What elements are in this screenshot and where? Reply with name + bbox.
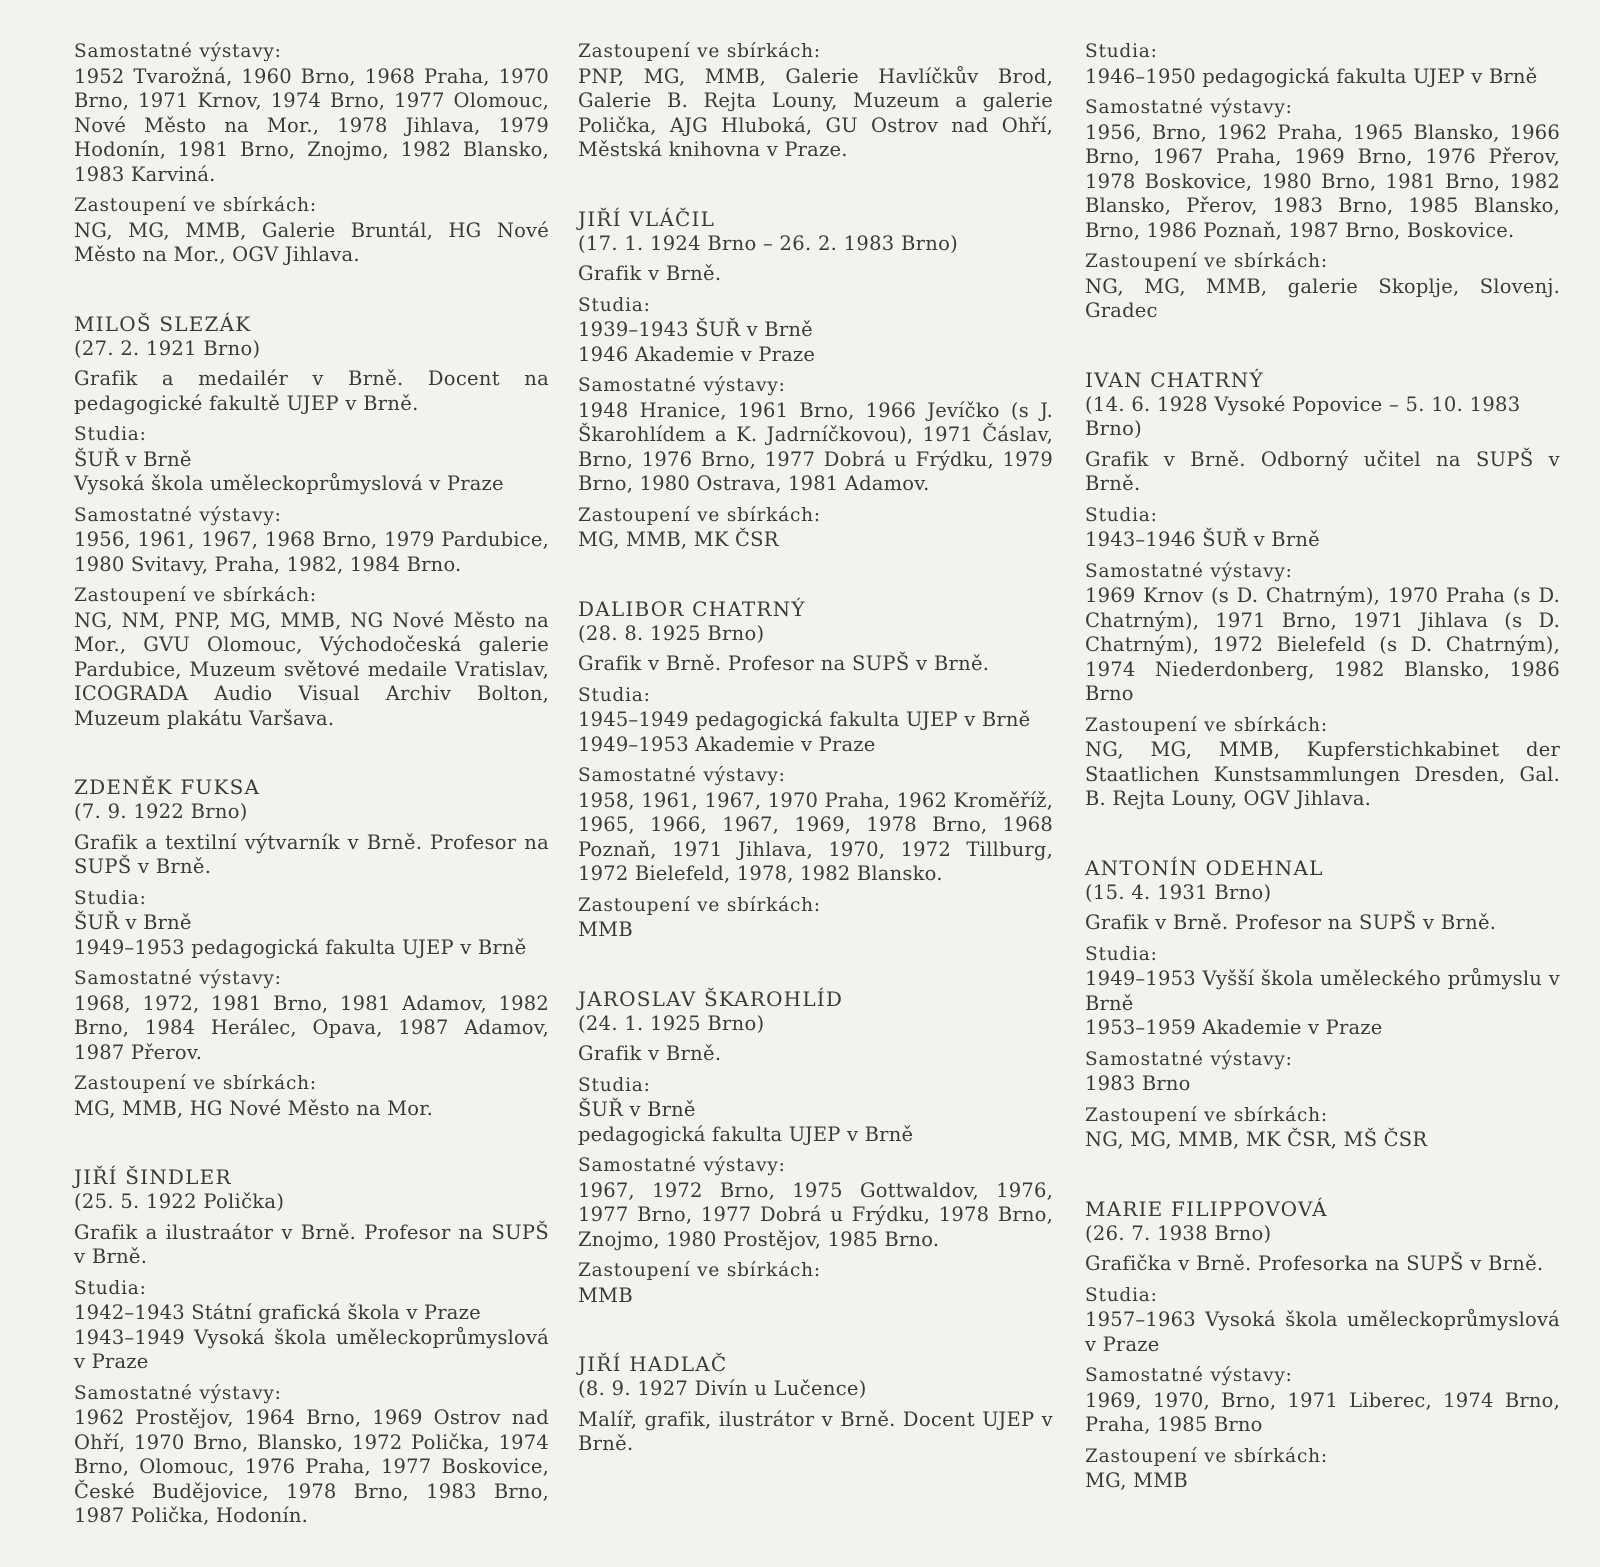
section-text: ŠUŘ v Brně 1949–1953 pedagogická fakulta UJEP v Brně [74, 911, 527, 959]
artist-name: JIŘÍ VLÁČIL [578, 206, 716, 231]
column-1 [74, 40, 549, 1536]
artist-life-dates: (27. 2. 1921 Brno) [74, 336, 261, 360]
artist-life-dates: (8. 9. 1927 Divín u Lučence) [578, 1377, 867, 1400]
section-label: Studia: [74, 887, 147, 909]
section-text: 1969 Krnov (s D. Chatrným), 1970 Praha (s D. Chatrným), 1971 Brno, 1971 Jihlava (s D. Chatrným), 1972 Bielefeld (s D. Chatrným), 1974 Niederdonberg, 1982 Blansko, 1986 Brno [1085, 584, 1560, 705]
artist-description: Grafik v Brně. Odborný učitel na SUPŠ v Brně. [1085, 447, 1560, 495]
artist-name: MILOŠ SLEZÁK [74, 311, 252, 336]
section-text: 1949–1953 Vyšší škola uměleckého průmyslu v Brně 1953–1959 Akademie v Praze [1085, 967, 1560, 1039]
artist-description: Grafik v Brně. Profesor na SUPŠ v Brně. [578, 652, 990, 675]
artist-description: Grafik v Brně. Profesor na SUPŠ v Brně. [1085, 911, 1497, 934]
section-text: MG, MMB [1085, 1469, 1188, 1492]
section-label: Studia: [1085, 504, 1158, 526]
artist-entry [74, 312, 549, 732]
section-label: Studia: [578, 684, 651, 706]
section-label: Studia: [1085, 41, 1158, 62]
artist-description: Grafik a textilní výtvarník v Brně. Profesor na SUPŠ v Brně. [74, 830, 549, 878]
artist-entry [1085, 856, 1560, 1153]
section-text: 1948 Hranice, 1961 Brno, 1966 Jevíčko (s J. Škarohlídem a K. Jadrníčkovou), 1971 Čáslav, Brno, 1976 Brno, 1977 Dobrá u Frýdku, 1979 Brno, 1980 Ostrava, 1981 Adamov. [578, 398, 1053, 495]
section-text: MMB [578, 1283, 633, 1307]
section-label: Zastoupení ve sbírkách: [578, 41, 821, 62]
continued-entry [74, 40, 549, 268]
section-label: Samostatné výstavy: [74, 504, 282, 526]
section-text: 1946–1950 pedagogická fakulta UJEP v Brně [1085, 64, 1538, 88]
artist-description: Grafička v Brně. Profesorka na SUPŠ v Brně. [1085, 1252, 1544, 1275]
section-label: Samostatné výstavy: [1085, 1048, 1293, 1070]
section-label: Samostatné výstavy: [578, 1155, 786, 1176]
section-text: 1968, 1972, 1981 Brno, 1981 Adamov, 1982 Brno, 1984 Herálec, Opava, 1987 Adamov, 1987 Přerov. [74, 991, 549, 1064]
section-text: PNP, MG, MMB, Galerie Havlíčkův Brod, Galerie B. Rejta Louny, Muzeum a galerie Polička, AJG Hluboká, GU Ostrov nad Ohří, Městská knihovna v Praze. [578, 64, 1053, 161]
section-label: Samostatné výstavy: [1085, 1365, 1293, 1386]
section-text: 1942–1943 Státní grafická škola v Praze 1943–1949 Vysoká škola uměleckoprůmyslová v Praze [74, 1301, 549, 1373]
artist-entry [74, 1165, 549, 1529]
section-label: Samostatné výstavy: [1085, 560, 1293, 582]
section-text: NG, NM, PNP, MG, MMB, NG Nové Město na Mor., GVU Olomouc, Východočeská galerie Pardubice, Muzeum světové medaile Vratislav, ICOGRADA Audio Visual Archiv Bolton, Muzeum plakátu Varšava. [74, 608, 549, 730]
section-text: ŠUŘ v Brně pedagogická fakulta UJEP v Brně [578, 1098, 914, 1146]
column-3 [1085, 40, 1560, 1501]
section-text: 1983 Brno [1085, 1072, 1191, 1095]
artist-entry [578, 597, 1053, 943]
artist-entry [1085, 368, 1560, 812]
section-label: Samostatné výstavy: [74, 41, 282, 62]
section-text: 1958, 1961, 1967, 1970 Praha, 1962 Kroměříž, 1965, 1966, 1967, 1969, 1978 Brno, 1968 Poznaň, 1971 Jihlava, 1970, 1972 Tillburg, 1972 Bielefeld, 1978, 1982 Blansko. [578, 788, 1053, 885]
section-label: Studia: [74, 424, 147, 445]
artist-life-dates: (25. 5. 1922 Polička) [74, 1190, 285, 1213]
section-text: NG, MG, MMB, MK ČSR, MŠ ČSR [1085, 1128, 1428, 1151]
section-label: Zastoupení ve sbírkách: [74, 195, 317, 216]
artist-life-dates: (26. 7. 1938 Brno) [1085, 1221, 1272, 1245]
section-text: 1967, 1972 Brno, 1975 Gottwaldov, 1976, 1977 Brno, 1977 Dobrá u Frýdku, 1978 Brno, Znojmo, 1980 Prostějov, 1985 Brno. [578, 1178, 1053, 1251]
section-label: Zastoupení ve sbírkách: [1085, 714, 1328, 736]
continued-entry [578, 40, 1053, 163]
artist-name: JIŘÍ ŠINDLER [74, 1165, 232, 1189]
section-label: Zastoupení ve sbírkách: [578, 1260, 821, 1281]
section-label: Zastoupení ve sbírkách: [1085, 1445, 1328, 1467]
section-label: Samostatné výstavy: [1085, 97, 1293, 118]
section-label: Zastoupení ve sbírkách: [1085, 1104, 1328, 1126]
section-text: 1969, 1970, Brno, 1971 Liberec, 1974 Brno, Praha, 1985 Brno [1085, 1388, 1560, 1436]
artist-entry [578, 207, 1053, 553]
artist-name: IVAN CHATRNÝ [1085, 367, 1264, 392]
section-text: 1952 Tvarožná, 1960 Brno, 1968 Praha, 1970 Brno, 1971 Krnov, 1974 Brno, 1977 Olomouc, Nové Město na Mor., 1978 Jihlava, 1979 Hodonín, 1981 Brno, Znojmo, 1982 Blansko, 1983 Karviná. [74, 64, 549, 186]
artist-name: ANTONÍN ODEHNAL [1085, 855, 1324, 880]
artist-life-dates: (28. 8. 1925 Brno) [578, 621, 765, 645]
section-text: ŠUŘ v Brně Vysoká škola uměleckoprůmyslová v Praze [74, 447, 504, 495]
section-label: Zastoupení ve sbírkách: [74, 585, 317, 606]
section-label: Zastoupení ve sbírkách: [74, 1073, 317, 1094]
artist-entry [1085, 1197, 1560, 1494]
section-label: Samostatné výstavy: [578, 765, 786, 786]
section-text: NG, MG, MMB, Galerie Bruntál, HG Nové Město na Mor., OGV Jihlava. [74, 218, 549, 266]
artist-description: Grafik v Brně. [578, 262, 722, 285]
section-text: NG, MG, MMB, Kupferstichkabinet der Staatlichen Kunstsammlungen Dresden, Gal. B. Rejta Louny, OGV Jihlava. [1085, 738, 1560, 810]
section-text: 1956, Brno, 1962 Praha, 1965 Blansko, 1966 Brno, 1967 Praha, 1969 Brno, 1976 Přerov, 1978 Boskovice, 1980 Brno, 1981 Brno, 1982 Blansko, Přerov, 1983 Brno, 1985 Blansko, Brno, 1986 Poznaň, 1987 Brno, Boskovice. [1085, 120, 1560, 242]
section-text: 1939–1943 ŠUŘ v Brně 1946 Akademie v Praze [578, 318, 816, 366]
artist-life-dates: (24. 1. 1925 Brno) [578, 1011, 765, 1035]
section-label: Studia: [578, 294, 651, 316]
section-label: Zastoupení ve sbírkách: [578, 894, 821, 916]
section-text: 1956, 1961, 1967, 1968 Brno, 1979 Pardubice, 1980 Svitavy, Praha, 1982, 1984 Brno. [74, 528, 549, 576]
artist-name: MARIE FILIPPOVOVÁ [1085, 1196, 1328, 1221]
section-text: MG, MMB, MK ČSR [578, 528, 779, 551]
artist-life-dates: (17. 1. 1924 Brno – 26. 2. 1983 Brno) [578, 231, 959, 255]
section-text: NG, MG, MMB, galerie Skoplje, Slovenj. Gradec [1085, 274, 1560, 322]
section-text: 1957–1963 Vysoká škola uměleckoprůmyslová v Praze [1085, 1308, 1560, 1356]
artist-life-dates: (14. 6. 1928 Vysoké Popovice – 5. 10. 1983 Brno) [1085, 392, 1521, 440]
section-text: MMB [578, 918, 633, 941]
artist-description: Grafik a ilustraátor v Brně. Profesor na SUPŠ v Brně. [74, 1220, 549, 1268]
artist-name: ZDENĚK FUKSA [74, 775, 261, 799]
section-label: Zastoupení ve sbírkách: [1085, 251, 1328, 272]
continued-entry [1085, 40, 1560, 324]
section-label: Samostatné výstavy: [578, 375, 786, 396]
artist-entry [578, 987, 1053, 1309]
section-label: Samostatné výstavy: [74, 968, 282, 989]
artist-life-dates: (15. 4. 1931 Brno) [1085, 880, 1272, 904]
section-label: Studia: [578, 1074, 651, 1096]
section-text: 1945–1949 pedagogická fakulta UJEP v Brně 1949–1953 Akademie v Praze [578, 708, 1031, 756]
artist-description: Grafik v Brně. [578, 1042, 722, 1065]
section-label: Zastoupení ve sbírkách: [578, 504, 821, 526]
artist-name: JAROSLAV ŠKAROHLÍD [578, 986, 844, 1011]
section-text: 1962 Prostějov, 1964 Brno, 1969 Ostrov nad Ohří, 1970 Brno, Blansko, 1972 Polička, 1974 Brno, Olomouc, 1976 Praha, 1977 Boskovice, České Budějovice, 1978 Brno, 1983 Brno, 1987 Polička, Hodonín. [74, 1406, 549, 1527]
section-text: MG, MMB, HG Nové Město na Mor. [74, 1096, 433, 1120]
artist-description: Malíř, grafik, ilustrátor v Brně. Docent UJEP v Brně. [578, 1407, 1053, 1455]
column-2 [578, 40, 1053, 1464]
artist-entry [74, 775, 549, 1121]
section-label: Studia: [1085, 943, 1158, 965]
artist-name: JIŘÍ HADLAČ [578, 1352, 728, 1376]
section-label: Studia: [1085, 1284, 1158, 1306]
artist-entry [578, 1352, 1053, 1457]
section-label: Studia: [74, 1277, 147, 1299]
artist-description: Grafik a medailér v Brně. Docent na pedagogické fakultě UJEP v Brně. [74, 367, 549, 415]
artist-life-dates: (7. 9. 1922 Brno) [74, 800, 248, 823]
section-text: 1943–1946 ŠUŘ v Brně [1085, 528, 1320, 551]
artist-name: DALIBOR CHATRNÝ [578, 596, 806, 621]
section-label: Samostatné výstavy: [74, 1382, 282, 1404]
